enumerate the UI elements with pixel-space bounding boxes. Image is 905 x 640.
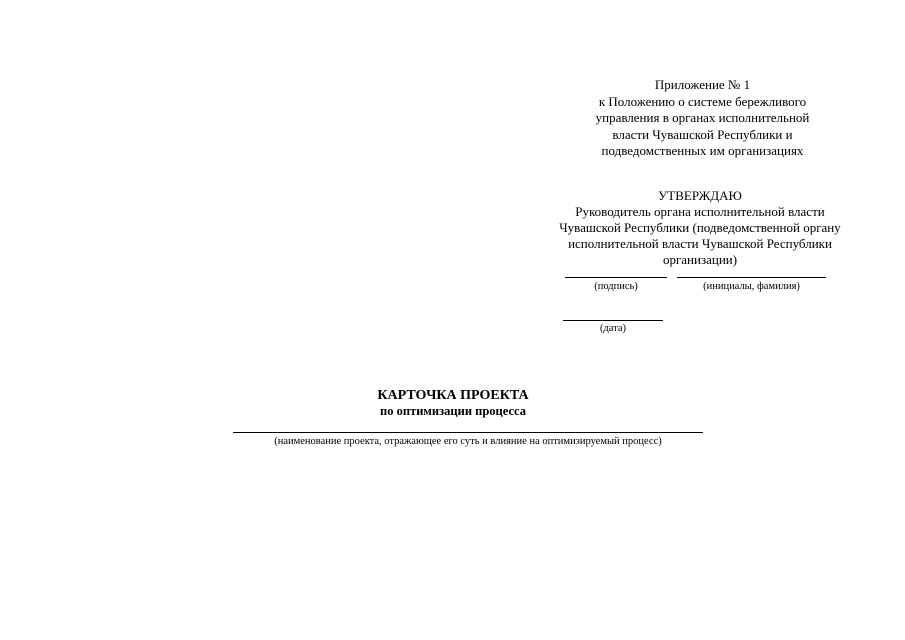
approval-title: УТВЕРЖДАЮ xyxy=(658,188,742,203)
card-title: КАРТОЧКА ПРОЕКТА xyxy=(377,388,529,403)
appendix-line-4: власти Чувашской Республики и xyxy=(612,126,793,142)
appendix-line-5: подведомственных им организациях xyxy=(601,143,804,158)
signature-line xyxy=(565,277,667,278)
name-caption: (инициалы, фамилия) xyxy=(703,281,800,292)
project-name-caption: (наименование проекта, отражающее его суть и влияние на оптимизируемый процесс) xyxy=(274,436,662,447)
approval-block xyxy=(550,188,850,268)
approval-line-4: организации) xyxy=(662,252,738,267)
date-line xyxy=(563,320,663,321)
project-name-line xyxy=(233,432,703,433)
approval-line-2: Чувашской Республики (подведомственной органу xyxy=(559,220,841,235)
name-line xyxy=(677,277,826,278)
appendix-line-2: к Положению о системе бережливого xyxy=(598,93,807,109)
card-subtitle: по оптимизации процесса xyxy=(380,404,526,418)
approval-line-3: исполнительной власти Чувашской Республики xyxy=(568,236,832,251)
appendix-line-1: Приложение № 1 xyxy=(654,77,751,92)
appendix-line-3: управления в органах исполнительной xyxy=(595,110,810,125)
signature-caption: (подпись) xyxy=(594,281,638,292)
appendix-header xyxy=(560,77,845,160)
date-caption: (дата) xyxy=(599,323,627,334)
approval-line-1: Руководитель органа исполнительной власти xyxy=(575,204,825,219)
